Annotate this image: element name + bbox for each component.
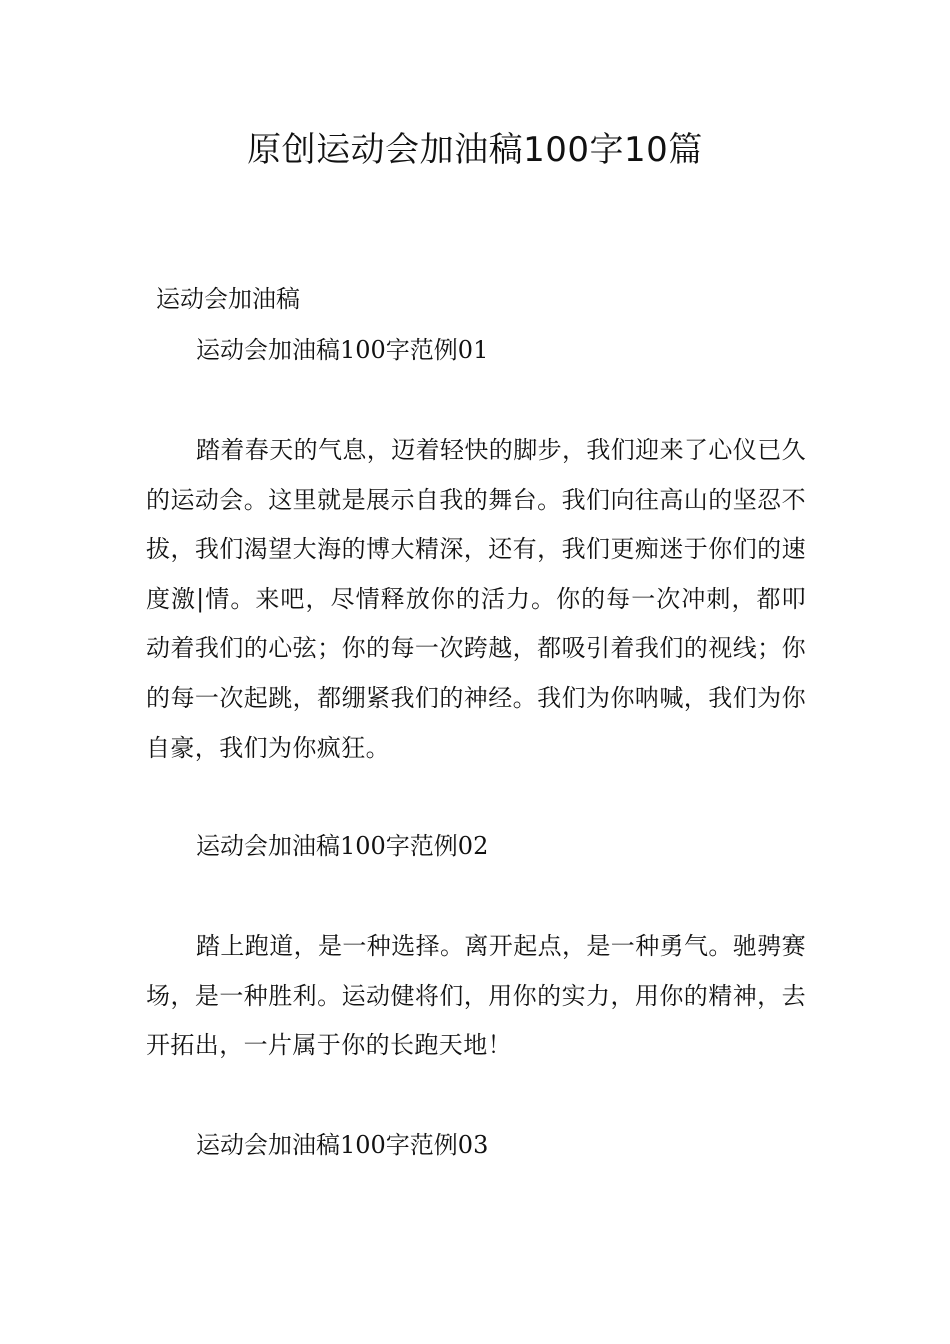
example-heading-02: 运动会加油稿100字范例02 xyxy=(196,832,489,860)
example-heading-03: 运动会加油稿100字范例03 xyxy=(196,1131,489,1159)
section-label: 运动会加油稿 xyxy=(156,285,300,313)
example-body-01: 踏着春天的气息，迈着轻快的脚步，我们迎来了心仪已久的运动会。这里就是展示自我的舞台。我们向往高山的坚忍不拔，我们渴望大海的博大精深，还有，我们更痴迷于你们的速度激|情。来吧，尽情释放你的活力。你的每一次冲刺，都叩动着我们的心弦；你的每一次跨越，都吸引着我们的视线；你的每一次起跳，都绷紧我们的神经。我们为你呐喊，我们为你自豪，我们为你疯狂。 xyxy=(146,436,806,762)
example-heading-01: 运动会加油稿100字范例01 xyxy=(196,336,489,364)
document-title: 原创运动会加油稿100字10篇 xyxy=(247,130,703,170)
example-body-02: 踏上跑道，是一种选择。离开起点，是一种勇气。驰骋赛场，是一种胜利。运动健将们，用你的实力，用你的精神，去开拓出，一片属于你的长跑天地！ xyxy=(146,932,806,1060)
